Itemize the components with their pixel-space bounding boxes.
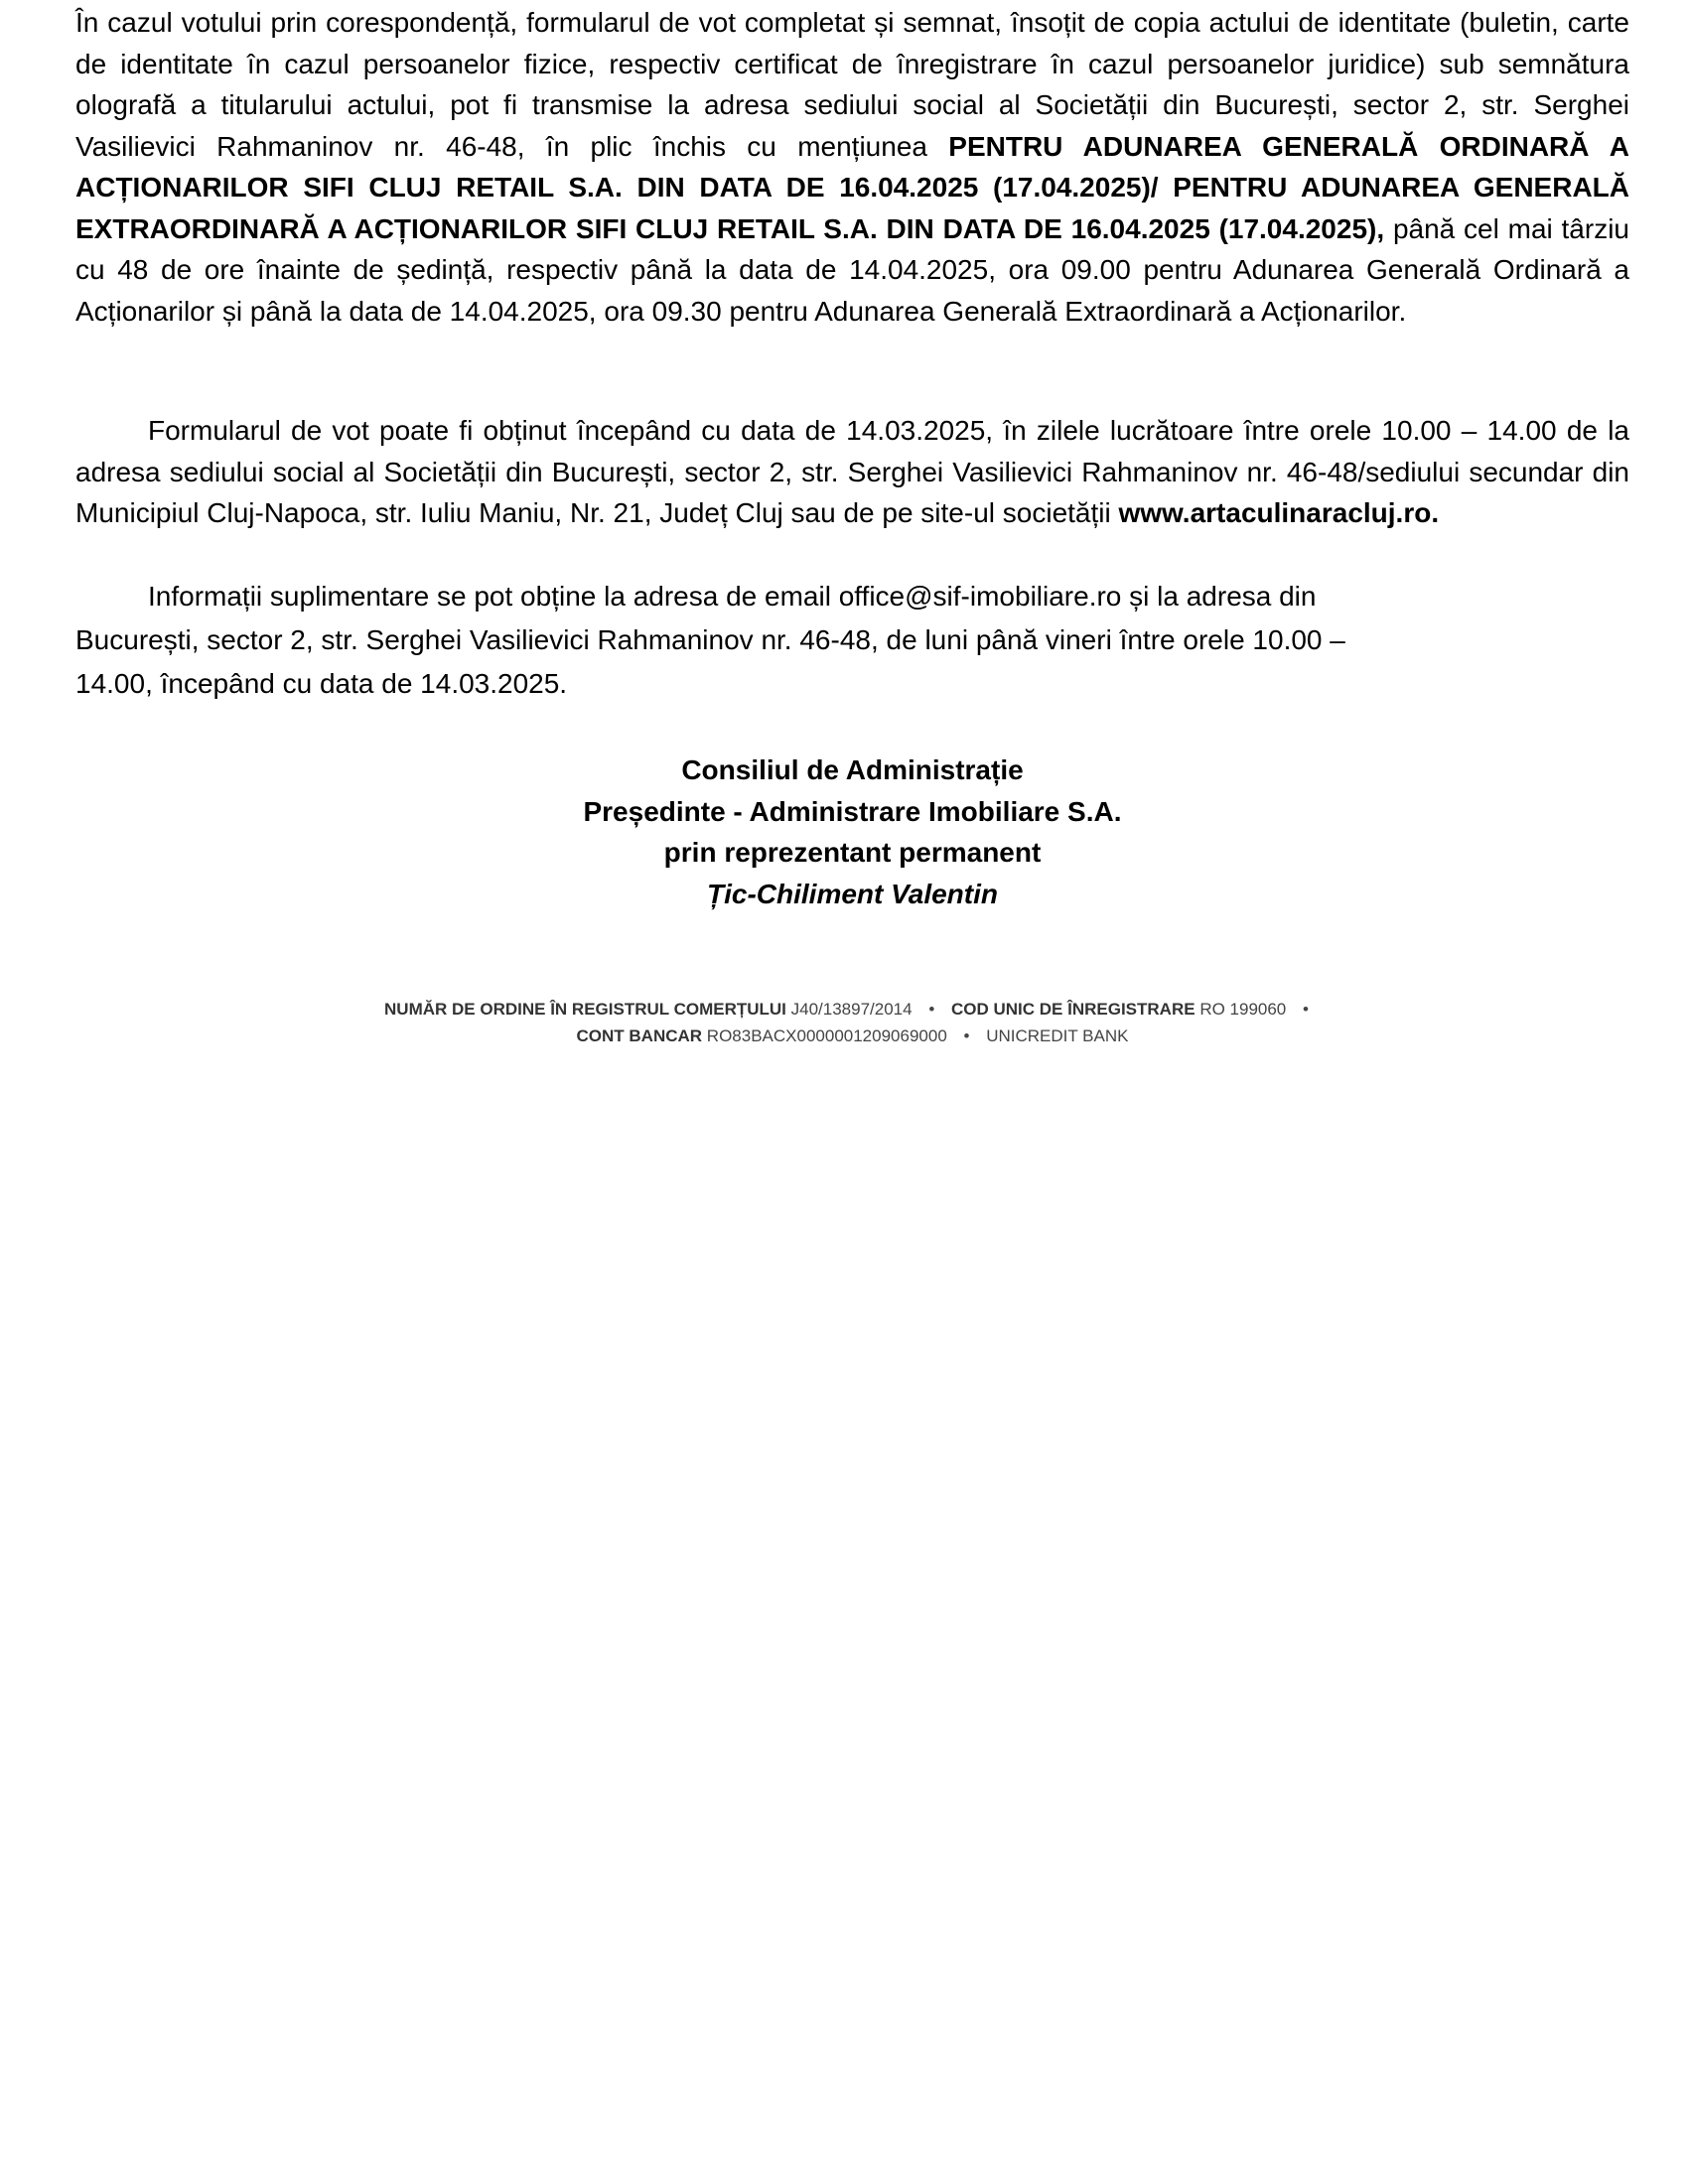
paragraph-vote-by-mail: [75, 2, 1629, 332]
paragraph-voting-form: [75, 410, 1629, 534]
footer-separator: •: [963, 1026, 970, 1045]
company-footer: [75, 996, 1629, 1049]
paragraph2-text-a: Formularul de vot poate fi obținut începând cu data de 14.03.2025, în zilele lucrătoare între orele 10.00 – 14.00 de la adresa sediului social al Societății din București, sector 2, str. Serghei Vasilievici Rahmaninov nr. 46-48/sediului secundar din Municipiul Cluj-Napoca, str. Iuliu Maniu, Nr. 21, Județ Cluj sau de pe site-ul societății: [75, 415, 1629, 528]
footer-bank-value: RO83BACX0000001209069000: [706, 1026, 947, 1045]
signature-block: [75, 750, 1629, 914]
footer-reg-label: NUMĂR DE ORDINE ÎN REGISTRUL COMERȚULUI: [384, 1000, 786, 1019]
footer-bank-label: CONT BANCAR: [576, 1026, 703, 1045]
footer-bank-name: UNICREDIT BANK: [986, 1026, 1129, 1045]
signature-board: Consiliul de Administrație: [681, 754, 1024, 785]
footer-line-1: [75, 996, 1629, 1023]
paragraph1-text-a: În cazul votului prin corespondență, formularul de vot completat și semnat, însoțit de copia actului de identitate (buletin, carte de identitate în cazul persoanelor fizice, respectiv certificat de înregistrare în cazul persoanelor juridice) sub semnătura olografă a titularului actului, pot fi transmise la adresa sediului social al Societății din București, sector 2, str. Serghei Vasilievici Rahmaninov nr. 46-48, în plic închis cu mențiunea: [75, 7, 1629, 162]
paragraph1-bold-mention: PENTRU ADUNAREA GENERALĂ ORDINARĂ A ACȚIONARILOR SIFI CLUJ RETAIL S.A. DIN DATA DE 16.04.2025 (17.04.2025)/ PENTRU ADUNAREA GENERALĂ EXTRAORDINARĂ A ACȚIONARILOR SIFI CLUJ RETAIL S.A. DIN DATA DE 16.04.2025 (17.04.2025),: [75, 130, 1629, 244]
website-link[interactable]: www.artaculinaracluj.ro.: [1118, 497, 1440, 528]
footer-cui-value: RO 199060: [1199, 1000, 1287, 1019]
signature-president: Președinte - Administrare Imobiliare S.A.: [583, 795, 1122, 827]
paragraph3-line2: București, sector 2, str. Serghei Vasilievici Rahmaninov nr. 46-48, de luni până vineri între orele 10.00 –: [75, 624, 1345, 655]
footer-line-2: [75, 1023, 1629, 1049]
signature-name: Țic-Chiliment Valentin: [707, 878, 998, 909]
paragraph3-line3: 14.00, începând cu data de 14.03.2025.: [75, 668, 568, 699]
paragraph-additional-info: [75, 575, 1629, 706]
footer-separator: •: [1303, 1000, 1309, 1019]
paragraph1-text-b: până cel mai târziu cu 48 de ore înainte de ședință, respectiv până la data de 14.04.2025, ora 09.00 pentru Adunarea Generală Ordinară a Acționarilor și până la data de 14.04.2025, ora 09.30 pentru Adunarea Generală Extraordinară a Acționarilor.: [75, 212, 1630, 327]
footer-reg-value: J40/13897/2014: [790, 1000, 913, 1019]
footer-separator: •: [928, 1000, 935, 1019]
paragraph3-line1: Informații suplimentare se pot obține la adresa de email office@sif-imobiliare.ro și la adresa din: [148, 581, 1317, 612]
footer-cui-label: COD UNIC DE ÎNREGISTRARE: [951, 1000, 1196, 1019]
signature-representative: prin reprezentant permanent: [663, 837, 1042, 868]
